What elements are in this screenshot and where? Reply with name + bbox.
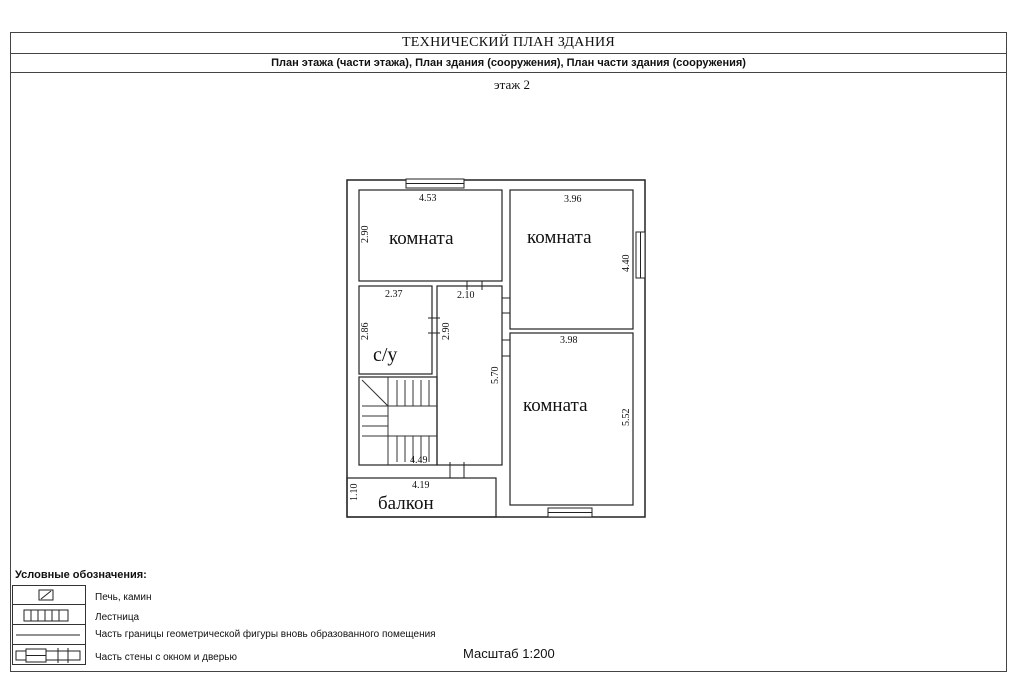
- room-1-label: комната: [389, 228, 454, 249]
- legend-label-stove: Печь, камин: [95, 592, 152, 603]
- floor-label: этаж 2: [494, 77, 530, 92]
- dim-corridor-length: 5.70: [490, 366, 501, 384]
- dim-room3-height: 5.52: [621, 408, 632, 426]
- document-subtitle: План этажа (части этажа), План здания (сооружения), План части здания (сооружения): [10, 54, 1007, 73]
- dim-room1-height: 2.90: [360, 225, 371, 243]
- wall-window-door-icon: [16, 648, 80, 663]
- stairs-icon: [24, 610, 68, 621]
- bathroom-label: с/у: [373, 344, 398, 366]
- dim-corridor-width: 2.10: [457, 290, 475, 301]
- legend-label-boundary: Часть границы геометрической фигуры вновь образованного помещения: [95, 629, 436, 640]
- scale-label: Масштаб 1:200: [463, 646, 555, 661]
- room-2-label: комната: [527, 227, 592, 248]
- dim-balcony-width: 4.19: [412, 480, 430, 491]
- legend-symbols: [12, 585, 86, 665]
- dim-room2-height: 4.40: [621, 254, 632, 272]
- legend-label-wall: Часть стены с окном и дверью: [95, 652, 237, 663]
- room-2: [510, 190, 633, 329]
- dim-bath-width: 2.37: [385, 289, 403, 300]
- dim-balcony-height: 1.10: [349, 483, 360, 501]
- dim-bath-height: 2.86: [360, 322, 371, 340]
- dim-corridor-height: 2.90: [441, 322, 452, 340]
- stairs: [359, 377, 437, 465]
- legend-title: Условные обозначения:: [15, 569, 147, 581]
- room-3: [510, 333, 633, 505]
- room-3-label: комната: [523, 395, 588, 416]
- document-title: ТЕХНИЧЕСКИЙ ПЛАН ЗДАНИЯ: [10, 32, 1007, 54]
- stair-steps: [362, 377, 437, 465]
- dim-room3-width: 3.98: [560, 335, 578, 346]
- dim-room1-width: 4.53: [419, 193, 437, 204]
- dim-bottom-width: 4.49: [410, 455, 428, 466]
- balcony-label: балкон: [378, 493, 434, 514]
- legend-label-stairs: Лестница: [95, 612, 140, 623]
- dim-room2-width: 3.96: [564, 194, 582, 205]
